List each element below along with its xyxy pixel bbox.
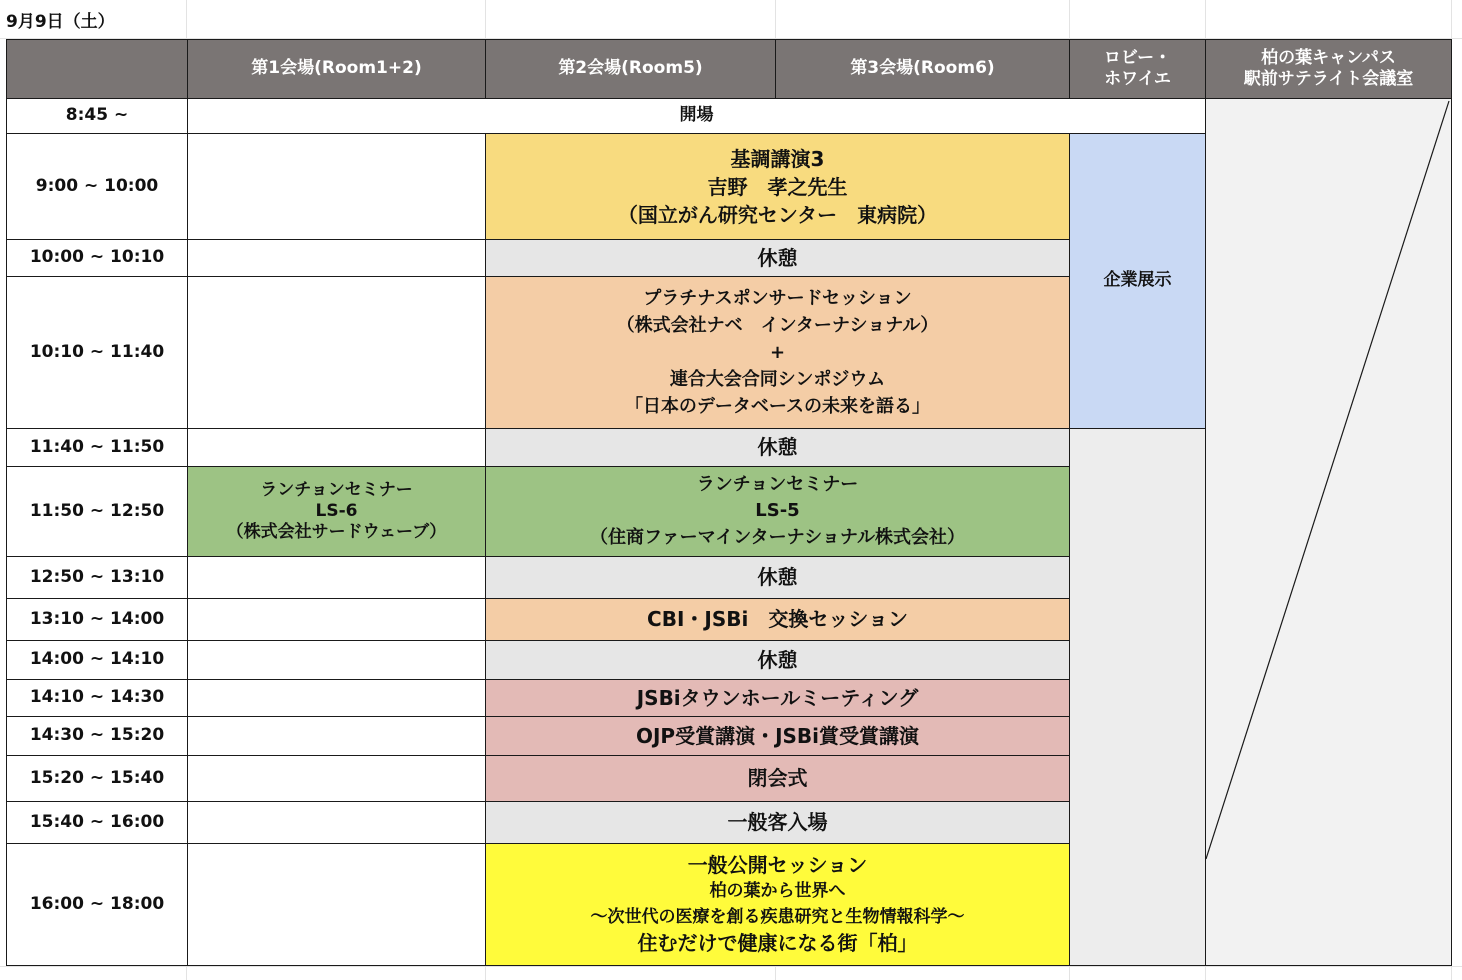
header-satellite-line: 柏の葉キャンパス (1261, 47, 1396, 68)
header-satellite (1205, 39, 1452, 99)
session-line: 基調講演3 (730, 146, 825, 171)
date-label: 9月9日（土） (6, 11, 115, 32)
header-room3: 第3会場(Room6) (775, 39, 1070, 99)
session-line: 〜次世代の医療を創る疾患研究と生物情報科学〜 (590, 906, 965, 927)
session-line: （国立がん研究センター 東病院） (617, 202, 938, 227)
session-break: 休憩 (485, 239, 1070, 277)
empty-cell (187, 428, 486, 467)
session-opening: 開場 (187, 98, 1206, 134)
session-ls5 (485, 466, 1070, 557)
time-cell: 13:10 ~ 14:00 (6, 598, 188, 641)
session-break: 休憩 (485, 640, 1070, 680)
session-line: 一般公開セッション (687, 853, 868, 877)
session-line: ランチョンセミナー (696, 474, 859, 496)
time-cell: 12:50 ~ 13:10 (6, 556, 188, 599)
empty-cell (187, 133, 486, 240)
diagonal-strike (1206, 99, 1451, 965)
gridline (0, 966, 1462, 967)
header-lobby (1069, 39, 1206, 99)
header-room1: 第1会場(Room1+2) (187, 39, 486, 99)
time-cell: 11:50 ~ 12:50 (6, 466, 188, 557)
session-awards: OJP受賞講演・JSBi賞受賞講演 (485, 716, 1070, 756)
session-line: 吉野 孝之先生 (707, 174, 848, 199)
time-cell: 14:10 ~ 14:30 (6, 679, 188, 717)
lobby-empty (1069, 428, 1206, 966)
session-line: LS-5 (755, 500, 800, 522)
empty-cell (187, 598, 486, 641)
empty-cell (187, 679, 486, 717)
session-break: 休憩 (485, 556, 1070, 599)
session-platinum (485, 276, 1070, 429)
session-line: （株式会社ナベ インターナショナル） (616, 315, 939, 336)
session-line: 柏の葉から世界へ (709, 881, 846, 901)
session-break: 休憩 (485, 428, 1070, 467)
session-line: プラチナスポンサードセッション (643, 288, 912, 309)
empty-cell (187, 276, 486, 429)
header-lobby-line: ホワイエ (1104, 69, 1171, 89)
session-closing: 閉会式 (485, 755, 1070, 802)
session-exchange: CBI・JSBi 交換セッション (485, 598, 1070, 641)
session-line: 「日本のデータベースの未来を語る」 (624, 396, 931, 417)
session-line: 連合大会合同シンポジウム (669, 369, 886, 390)
empty-cell (187, 843, 486, 966)
satellite-unavailable (1205, 98, 1452, 966)
time-cell: 16:00 ~ 18:00 (6, 843, 188, 966)
session-ls6 (187, 466, 486, 557)
session-line: （住商ファーマインターナショナル株式会社） (590, 526, 965, 548)
time-cell: 15:40 ~ 16:00 (6, 801, 188, 844)
empty-cell (187, 640, 486, 680)
time-cell: 11:40 ~ 11:50 (6, 428, 188, 467)
session-line: + (769, 342, 786, 363)
empty-cell (187, 556, 486, 599)
header-lobby-line: ロビー・ (1103, 47, 1172, 68)
session-line: LS-6 (315, 500, 358, 521)
empty-cell (187, 801, 486, 844)
session-public (485, 843, 1070, 966)
empty-cell (187, 239, 486, 277)
time-cell: 10:10 ~ 11:40 (6, 276, 188, 429)
time-cell: 8:45 ~ (6, 98, 188, 134)
empty-cell (187, 755, 486, 802)
session-townhall: JSBiタウンホールミーティング (485, 679, 1070, 717)
session-keynote (485, 133, 1070, 240)
diagonal-line (1206, 101, 1449, 859)
session-exhibit: 企業展示 (1069, 133, 1206, 429)
header-satellite-line: 駅前サテライト会議室 (1243, 69, 1414, 89)
header-time (6, 39, 188, 99)
session-public-entry: 一般客入場 (485, 801, 1070, 844)
header-room2: 第2会場(Room5) (485, 39, 776, 99)
time-cell: 15:20 ~ 15:40 (6, 755, 188, 802)
time-cell: 10:00 ~ 10:10 (6, 239, 188, 277)
session-line: 住むだけで健康になる街「柏」 (637, 931, 918, 955)
session-line: ランチョンセミナー (260, 479, 413, 500)
time-cell: 14:00 ~ 14:10 (6, 640, 188, 680)
empty-cell (187, 716, 486, 756)
session-line: （株式会社サードウェーブ） (226, 522, 447, 543)
time-cell: 9:00 ~ 10:00 (6, 133, 188, 240)
time-cell: 14:30 ~ 15:20 (6, 716, 188, 756)
